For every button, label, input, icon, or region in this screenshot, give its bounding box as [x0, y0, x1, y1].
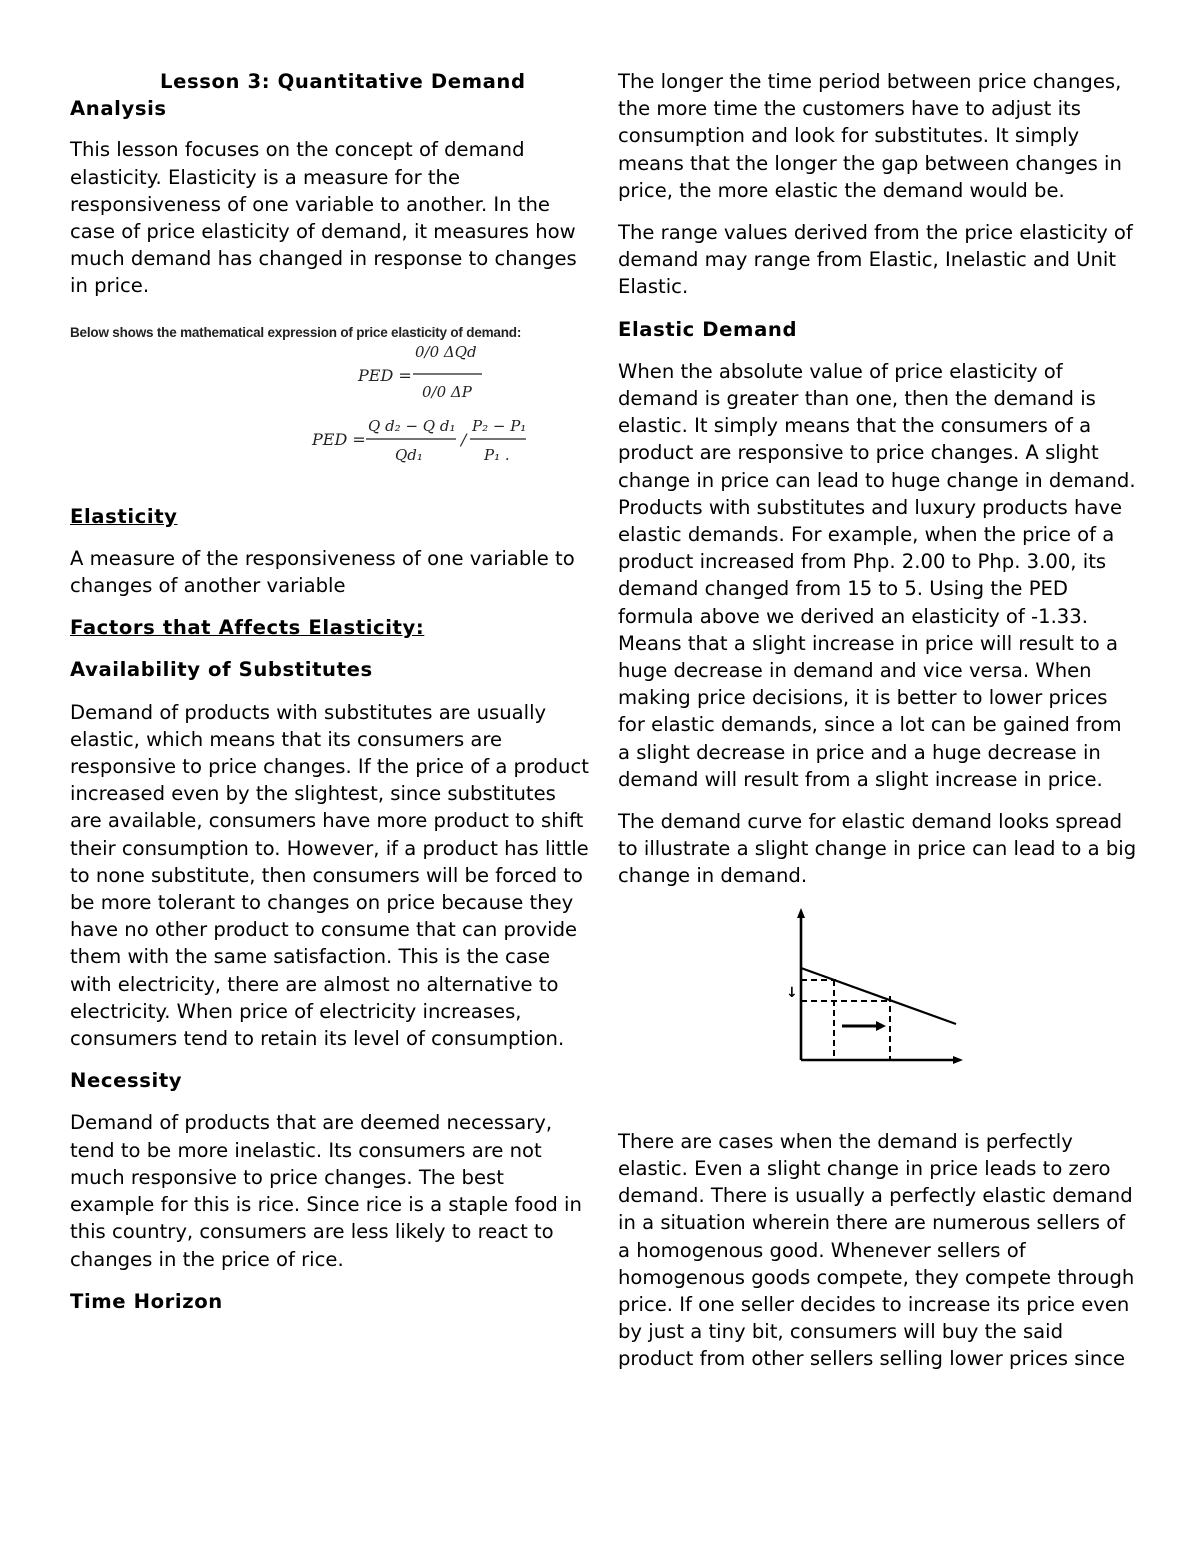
perfectly-elastic-paragraph: There are cases when the demand is perfectly elastic. Even a slight change in price leads to zero demand. There is usually a perfectly elastic demand in a situation wherein there are numerous sellers of a homogenous good. Whenever sellers of homogenous goods compete, they compete through price. If one seller decides to increase its price even by just a tiny bit, consumers will buy the said product from other sellers selling lower prices since — [618, 1129, 1135, 1371]
elastic-demand-paragraph: When the absolute value of price elasticity of demand is greater than one, then the demand is elastic. It simply means that the consumers of a product are responsive to price changes. A slight change in price can lead to huge change in demand. Products with substitutes and luxury products have elastic demands. For example, when the price of a product increased from Php. 2.00 to Php. 3.00, its demand changed from 15 to 5. Using the PED formula above we derived an elasticity of -1.33. Means that a slight increase in price will result to a huge decrease in demand and vice versa. When making price decisions, it is better to lower prices for elastic demands, since a lot can be gained from a slight decrease in price and a huge decrease in demand will result from a slight increase in price. — [618, 359, 1136, 791]
time-horizon-paragraph: The longer the time period between price changes, the more time the customers have to adjust its consumption and look for substitutes. It simply means that the longer the gap between changes in price, the more elastic the demand would be. — [618, 70, 1122, 202]
ped-formula-figure — [70, 315, 590, 485]
range-paragraph: The range values derived from the price elasticity of demand may range from Elastic, Inelastic and Unit Elastic. — [618, 221, 1133, 299]
intro-paragraph: This lesson focuses on the concept of demand elasticity. Elasticity is a measure for the responsiveness of one variable to another. In the case of price elasticity of demand, it measures how much demand has changed in response to changes in price. — [70, 138, 577, 298]
formula-caption: Below shows the mathematical expression of price elasticity of demand: — [70, 324, 522, 340]
elasticity-definition: A measure of the responsiveness of one variable to changes of another variable — [70, 546, 575, 598]
x-axis-arrowhead — [953, 1056, 963, 1064]
time-horizon-heading: Time Horizon — [70, 1289, 223, 1313]
ped-label-1: PED = — [358, 365, 412, 385]
lesson-title-line1: Lesson 3: Quantitative Demand — [160, 70, 526, 93]
substitutes-heading: Availability of Substitutes — [70, 658, 373, 682]
formula2-separator: / — [461, 429, 467, 449]
substitutes-paragraph: Demand of products with substitutes are usually elastic, which means that its consumers are responsive to price changes. If the price of a product increased even by the slightest, since substitutes are available, consumers have more product to shift their consumption to. However, if a product has little to none substitute, then consumers will be forced to be more tolerant to changes on price because they have no other product to consume that can provide them with the same satisfaction. This is the case with electricity, there are almost no alternative to electricity. When price of electricity increases, consumers tend to retain its level of consumption. — [70, 700, 589, 1051]
formula2-numerator2: P₂ − P₁ — [472, 416, 527, 435]
necessity-paragraph: Demand of products that are deemed necessary, tend to be more inelastic. Its consumers are not much responsive to price changes. The best example for this is rice. Since rice is a staple food in this country, consumers are less likely to react to changes in the price of rice. — [70, 1111, 582, 1271]
ped-label-2: PED = — [312, 429, 366, 449]
factors-heading: Factors that Affects Elasticity: — [70, 616, 425, 640]
demand-change-arrow-icon — [876, 1021, 886, 1031]
formula2-denominator2: P₁ . — [484, 445, 510, 464]
lesson-title-line2: Analysis — [70, 97, 167, 121]
elastic-demand-heading: Elastic Demand — [618, 317, 798, 341]
right-column — [618, 68, 1138, 1388]
formula2-numerator: Q d₂ − Q d₁ — [368, 416, 456, 435]
formula1-numerator: 0/0 ΔQd — [415, 342, 477, 361]
formula1-denominator: 0/0 ΔP — [422, 382, 472, 401]
elastic-demand-graph-svg — [618, 908, 1138, 1108]
price-change-arrow-icon: ↓ — [786, 984, 798, 1001]
demand-curve-paragraph: The demand curve for elastic demand looks spread to illustrate a slight change in price can lead to a big change in demand. — [618, 810, 1137, 888]
formula2-denominator: Qd₁ — [395, 445, 423, 464]
formula-svg — [70, 315, 590, 485]
necessity-heading: Necessity — [70, 1069, 183, 1093]
demand-curve — [801, 968, 956, 1024]
elastic-demand-graph — [618, 908, 1138, 1108]
elasticity-heading: Elasticity — [70, 504, 178, 528]
lesson-title — [70, 68, 590, 122]
left-column — [70, 68, 590, 1330]
y-axis-arrowhead — [797, 908, 805, 918]
